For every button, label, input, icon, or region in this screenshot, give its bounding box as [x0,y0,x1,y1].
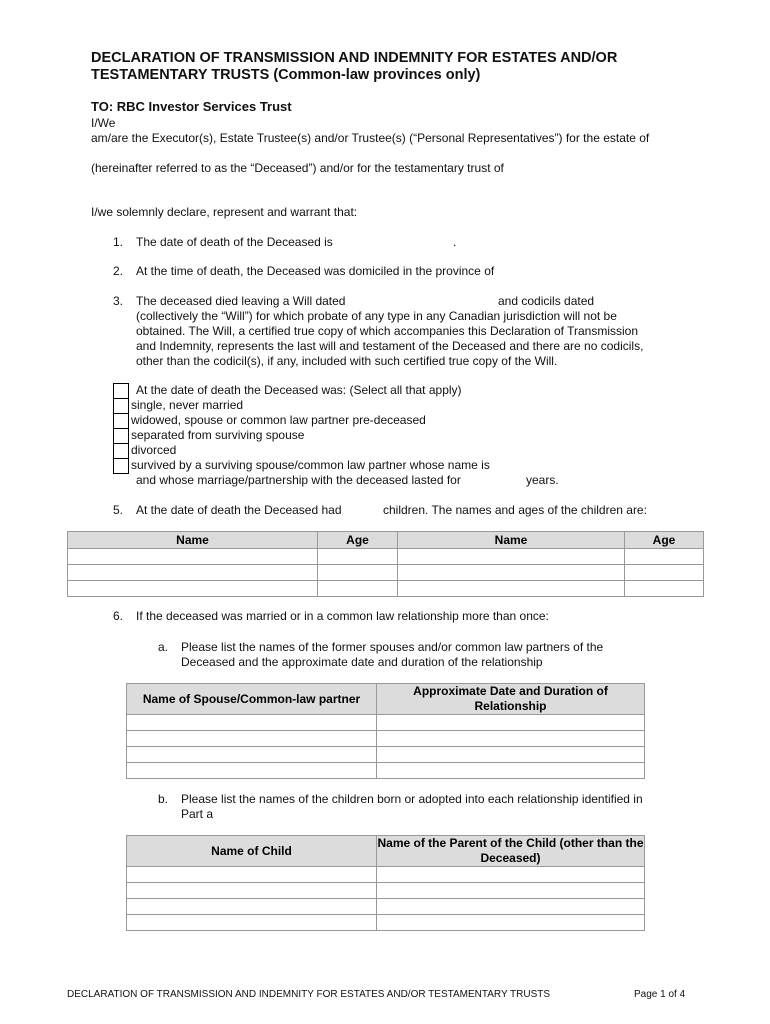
declare-statement: I/we solemnly declare, represent and warrant that: [91,205,358,219]
item-6b-line-1: Please list the names of the children born or adopted into each relationship identified in [181,792,643,806]
children-header-name-2: Name [398,532,625,549]
item-3-will-dated: The deceased died leaving a Will dated [136,294,346,308]
table-cell[interactable] [68,549,318,565]
table-cell[interactable] [127,763,377,779]
table-cell[interactable] [398,549,625,565]
table-cell[interactable] [377,747,645,763]
item-6b-line-2: Part a [181,807,214,821]
table-row [127,763,645,779]
item-2-number: 2. [113,264,124,278]
table-row [127,715,645,731]
iwe-label: I/We [91,116,116,130]
table-row [127,731,645,747]
executor-statement: am/are the Executor(s), Estate Trustee(s) and/or Trustee(s) (“Personal Representatives”) for the estate of [91,131,650,145]
child-header-name: Name of Child [127,836,377,867]
table-cell[interactable] [68,581,318,597]
table-cell[interactable] [127,731,377,747]
option-separated: separated from surviving spouse [131,428,305,442]
table-row [127,747,645,763]
children-header-age-1: Age [318,532,398,549]
item-6-text: If the deceased was married or in a common law relationship more than once: [136,609,549,623]
table-cell[interactable] [318,549,398,565]
footer-title: DECLARATION OF TRANSMISSION AND INDEMNITY FOR ESTATES AND/OR TESTAMENTARY TRUSTS [67,989,551,1000]
table-cell[interactable] [127,883,377,899]
item-3-line-4: and Indemnity, represents the last will and testament of the Deceased and there are no codicils, [136,339,644,353]
checkbox-survived[interactable] [113,458,129,474]
item-6a-line-2: Deceased and the approximate date and duration of the relationship [181,655,543,669]
table-cell[interactable] [127,747,377,763]
option-single: single, never married [131,398,244,412]
document-title-line-2: TESTAMENTARY TRUSTS (Common-law provinces only) [91,67,481,83]
item-3-line-2: (collectively the “Will”) for which probate of any type in any Canadian jurisdiction will not be [136,309,617,323]
table-cell[interactable] [398,565,625,581]
checkbox-single[interactable] [113,398,129,414]
table-cell[interactable] [377,883,645,899]
table-cell[interactable] [625,565,704,581]
table-row [127,899,645,915]
table-cell[interactable] [127,715,377,731]
table-cell[interactable] [377,731,645,747]
children-table [67,531,704,597]
item-3-number: 3. [113,294,124,308]
checkbox-heading[interactable] [113,383,129,399]
item-6b-label: b. [158,792,169,806]
item-3-line-5: other than the codicil(s), if any, included with such certified true copy of the Will. [136,354,558,368]
child-table [126,835,645,931]
checkbox-widowed[interactable] [113,413,129,429]
table-cell[interactable] [318,581,398,597]
item-1-text: The date of death of the Deceased is [136,235,333,249]
spouse-header-name: Name of Spouse/Common-law partner [127,684,377,715]
table-cell[interactable] [377,763,645,779]
hereinafter-statement: (hereinafter referred to as the “Deceased”) and/or for the testamentary trust of [91,161,504,175]
option-survived: survived by a surviving spouse/common law partner whose name is [131,458,490,472]
item-4-heading: At the date of death the Deceased was: (Select all that apply) [136,383,462,397]
spouse-header-duration: Approximate Date and Duration of Relationship [377,684,645,715]
item-6-number: 6. [113,609,124,623]
document-title-line-1: DECLARATION OF TRANSMISSION AND INDEMNITY FOR ESTATES AND/OR [91,50,618,66]
table-cell[interactable] [127,915,377,931]
item-5-text-b: children. The names and ages of the children are: [383,503,647,517]
marriage-duration-years: years. [526,473,559,487]
item-2-text: At the time of death, the Deceased was domiciled in the province of [136,264,495,278]
children-header-name-1: Name [68,532,318,549]
table-cell[interactable] [127,867,377,883]
table-row [68,581,704,597]
table-cell[interactable] [377,915,645,931]
item-1-number: 1. [113,235,124,249]
option-divorced: divorced [131,443,177,457]
table-cell[interactable] [68,565,318,581]
children-header-age-2: Age [625,532,704,549]
checkbox-separated[interactable] [113,428,129,444]
spouse-table [126,683,645,779]
table-cell[interactable] [625,549,704,565]
table-cell[interactable] [398,581,625,597]
table-cell[interactable] [377,715,645,731]
marriage-duration-label: and whose marriage/partnership with the deceased lasted for [136,473,461,487]
page-number: Page 1 of 4 [634,989,686,1000]
item-6a-label: a. [158,640,169,654]
table-row [127,883,645,899]
table-row [68,549,704,565]
option-widowed: widowed, spouse or common law partner pre-deceased [131,413,426,427]
table-cell[interactable] [377,867,645,883]
item-1-end: . [453,235,457,249]
table-row [127,867,645,883]
item-3-line-3: obtained. The Will, a certified true copy of which accompanies this Declaration of Transmission [136,324,639,338]
item-5-text-a: At the date of death the Deceased had [136,503,342,517]
checkbox-divorced[interactable] [113,443,129,459]
table-cell[interactable] [625,581,704,597]
table-cell[interactable] [318,565,398,581]
table-cell[interactable] [377,899,645,915]
addressee: TO: RBC Investor Services Trust [91,99,292,114]
item-5-number: 5. [113,503,124,517]
table-row [68,565,704,581]
item-3-codicils-dated: and codicils dated [498,294,595,308]
table-cell[interactable] [127,899,377,915]
child-header-parent: Name of the Parent of the Child (other than the Deceased) [377,836,644,865]
table-row [127,915,645,931]
item-6a-line-1: Please list the names of the former spouses and/or common law partners of the [181,640,604,654]
